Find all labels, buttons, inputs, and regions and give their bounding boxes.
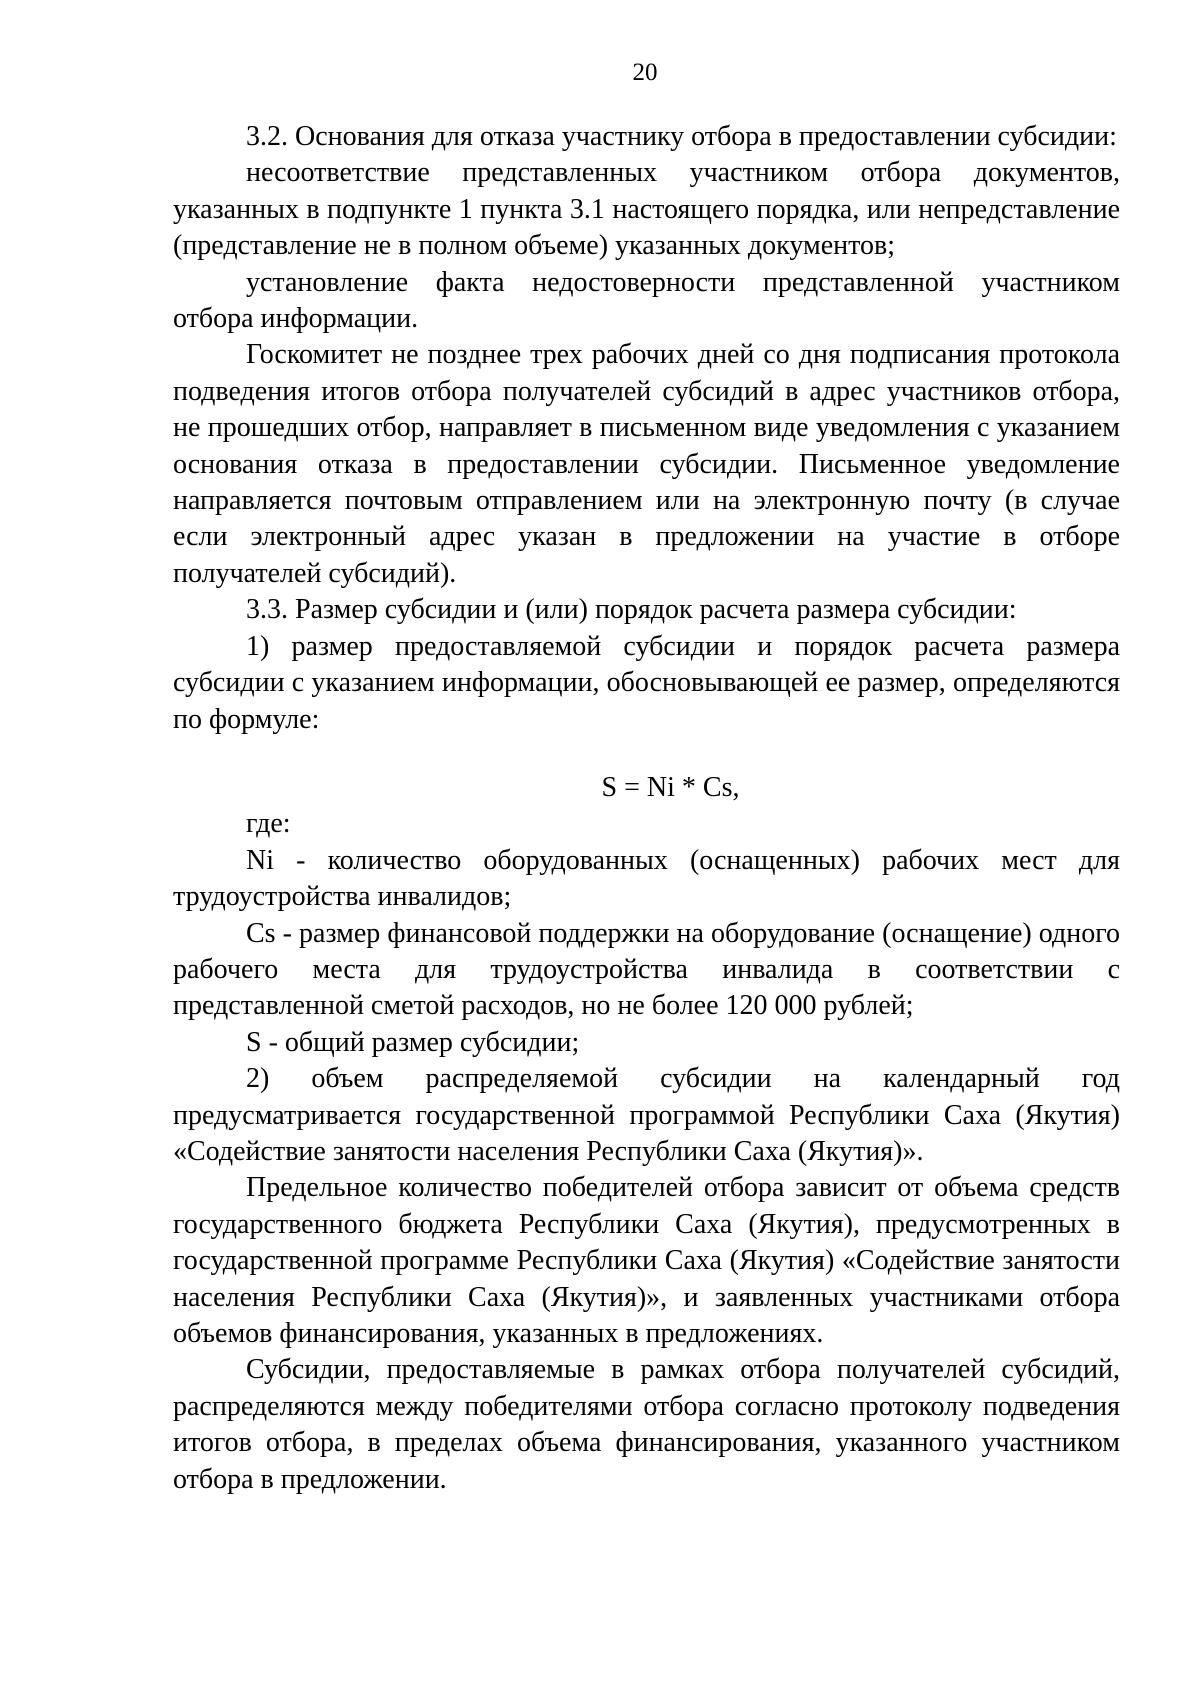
page-number: 20	[632, 59, 658, 86]
paragraph-section-3-3-heading: 3.3. Размер субсидии и (или) порядок расчета размера субсидии:	[246, 594, 1017, 626]
paragraph-notification: Госкомитет не позднее трех рабочих дней со дня подписания протокола подведения итогов отбора получателей субсидий в адрес участников отбора, не прошедших отбор, направляет в письменном виде уведомления с указанием основания отказа в предоставлении субсидии. Письменное уведомление направляется почтовым отправлением или на электронную почту (в случае если электронный адрес указан в предложении на участие в отборе получателей субсидий).	[173, 339, 1120, 589]
paragraph-section-3-2-heading: 3.2. Основания для отказа участнику отбора в предоставлении субсидии:	[246, 121, 1117, 152]
definition-ni: Ni - количество оборудованных (оснащенных) рабочих мест для трудоустройства инвалидов;	[173, 844, 1120, 913]
paragraph-refusal-reason-1: несоответствие представленных участником отбора документов, указанных в подпункте 1 пункта 3.1 настоящего порядка, или непредставление (представление не в полном объеме) указанных документов;	[173, 157, 1120, 262]
definition-cs: Cs - размер финансовой поддержки на оборудование (оснащение) одного рабочего места для трудоустройства инвалида в соответствии с представленной сметой расходов, но не более 120 000 рублей;	[173, 917, 1120, 1022]
paragraph-distribution: Субсидии, предоставляемые в рамках отбора получателей субсидий, распределяются между победителями отбора согласно протоколу подведения итогов отбора, в пределах объема финансирования, указанного участником отбора в предложении.	[173, 1354, 1120, 1495]
paragraph-annual-volume: 2) объем распределяемой субсидии на календарный год предусматривается государственной программой Республики Саха (Якутия) «Содействие занятости населения Республики Саха (Якутия)».	[173, 1063, 1120, 1167]
document-body	[173, 119, 1120, 1498]
paragraph-refusal-reason-2: установление факта недостоверности представленной участником отбора информации.	[173, 266, 1120, 335]
definition-s: S - общий размер субсидии;	[246, 1026, 580, 1058]
formula-where-label: где:	[246, 808, 291, 840]
subsidy-formula: S = Ni * Cs,	[601, 771, 740, 803]
paragraph-winner-limit: Предельное количество победителей отбора зависит от объема средств государственного бюджета Республики Саха (Якутия), предусмотренных в государственной программе Республики Саха (Якутия) «Содействие занятости населения Республики Саха (Якутия)», и заявленных участниками отбора объемов финансирования, указанных в предложениях.	[173, 1172, 1120, 1349]
paragraph-subsidy-formula-intro: 1) размер предоставляемой субсидии и порядок расчета размера субсидии с указанием информации, обосновывающей ее размер, определяются по формуле:	[173, 630, 1120, 735]
